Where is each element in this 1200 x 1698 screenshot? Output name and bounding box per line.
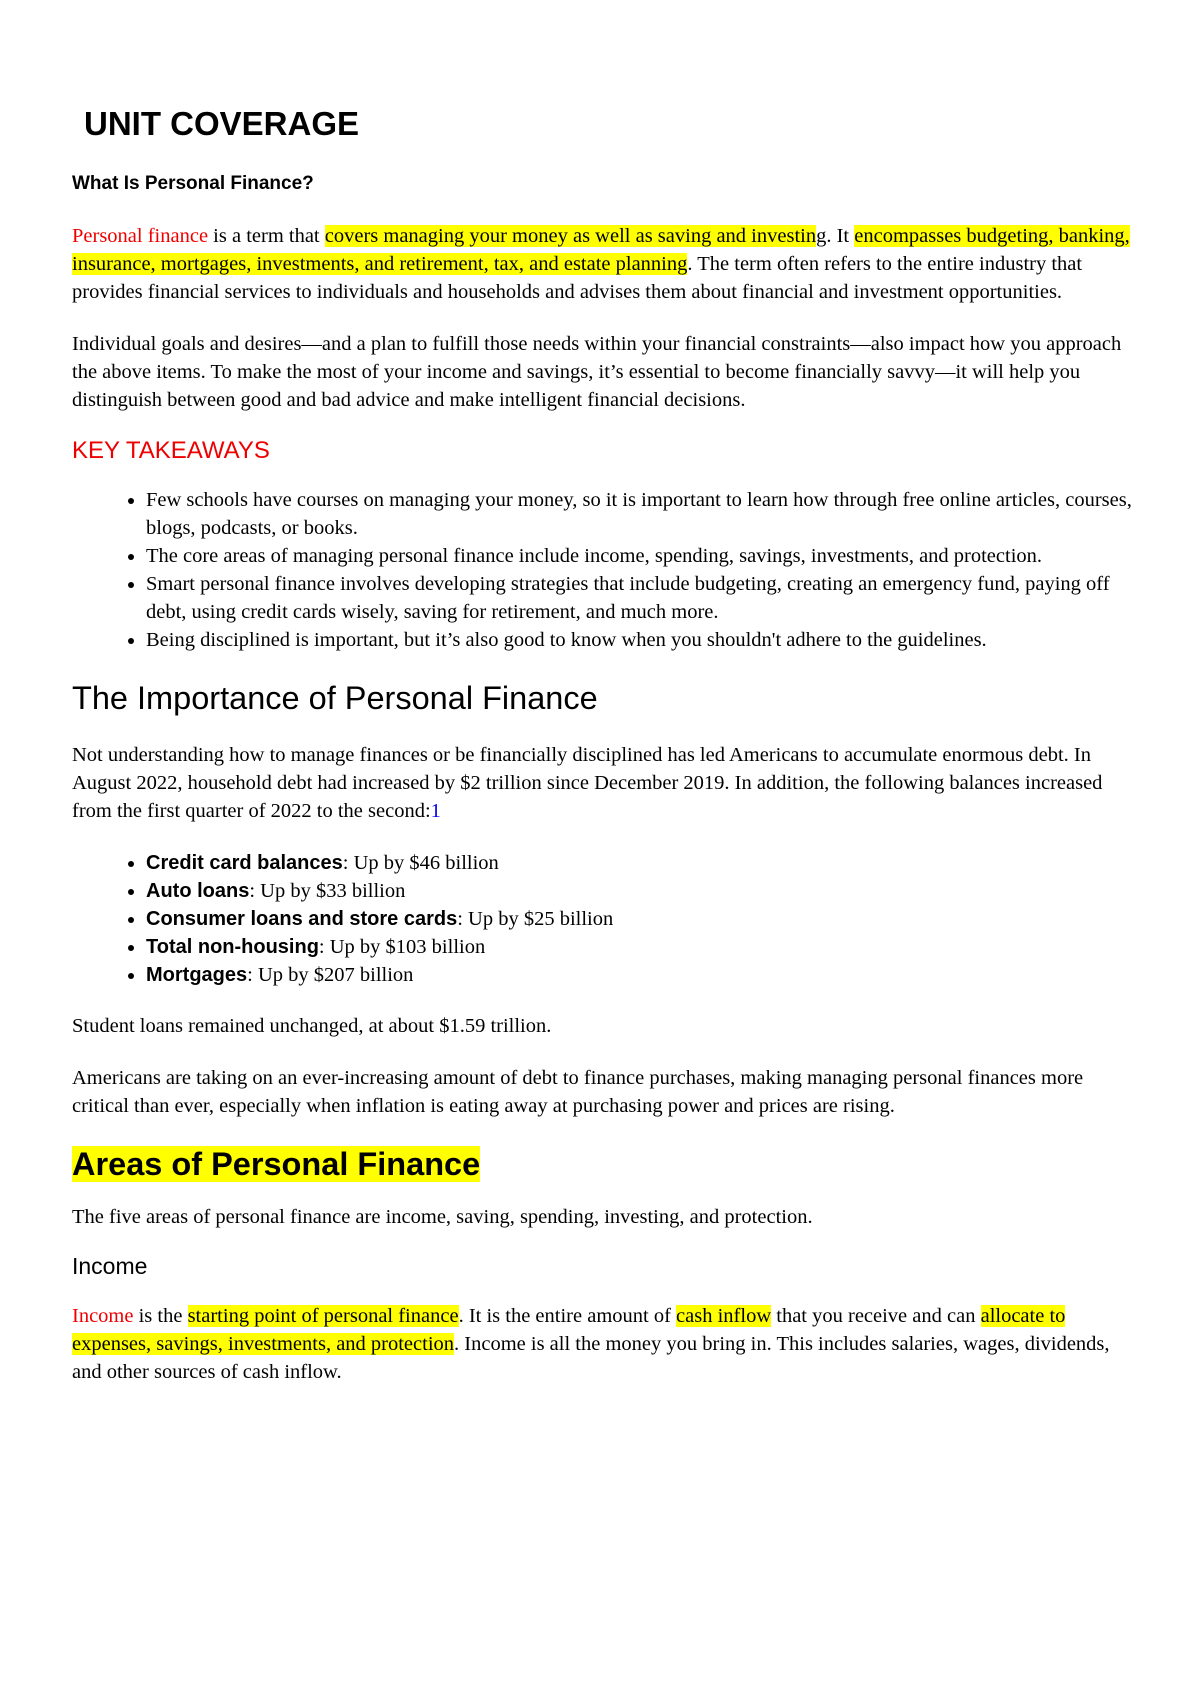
list-item: • Being disciplined is important, but it’s also good to know when you shouldn't adhere to the guidelines. xyxy=(146,626,1140,654)
term-personal-finance: Personal finance xyxy=(72,224,209,247)
areas-heading: Areas of Personal Finance xyxy=(72,1145,481,1182)
list-item: • Few schools have courses on managing your money, so it is important to learn how through free online articles, courses, blogs, podcasts, or books. xyxy=(146,486,1140,542)
section-subhead: What Is Personal Finance? xyxy=(72,172,314,194)
term-income: Income xyxy=(72,1304,134,1327)
page-title: UNIT COVERAGE xyxy=(84,105,360,142)
list-item: • Auto loans: Up by $33 billion xyxy=(146,877,1140,905)
intro-paragraph: Personal finance is a term that covers managing your money as well as saving and investing. It encompasses budgeting, banking, insurance, mortgages, investments, and retirement, tax, and estate planning. The term often refers to the entire industry that provides financial services to individuals and households and advises them about financial and investment opportunities. xyxy=(72,224,1130,303)
highlight-text: covers managing your money as well as saving and investin xyxy=(324,224,817,247)
importance-heading: The Importance of Personal Finance xyxy=(72,679,598,716)
income-paragraph: Income is the starting point of personal finance. It is the entire amount of cash inflow that you receive and can allocate to expenses, savings, investments, and protection. Income is all the money you bring in. This includes salaries, wages, dividends, and other sources of cash inflow. xyxy=(72,1304,1110,1383)
highlight-text: cash inflow xyxy=(676,1304,772,1327)
debt-paragraph: Americans are taking on an ever-increasing amount of debt to finance purchases, making managing personal finances more critical than ever, especially when inflation is eating away at purchasing power and prices are rising. xyxy=(72,1066,1084,1117)
highlight-text: encompasses budgeting, banking, insurance, mortgages, investments, and retirement, tax, and estate planning xyxy=(72,224,1130,275)
areas-paragraph: The five areas of personal finance are income, saving, spending, investing, and protection. xyxy=(72,1205,813,1228)
list-item: • Smart personal finance involves developing strategies that include budgeting, creating an emergency fund, paying off debt, using credit cards wisely, saving for retirement, and much more. xyxy=(146,570,1140,626)
footnote-link[interactable]: 1 xyxy=(430,799,441,822)
importance-paragraph: Not understanding how to manage finances or be financially disciplined has led Americans to accumulate enormous debt. In August 2022, household debt had increased by $2 trillion since December 2019. In addition, the following balances increased from the first quarter of 2022 to the second:1 xyxy=(72,743,1103,822)
student-loans-paragraph: Student loans remained unchanged, at about $1.59 trillion. xyxy=(72,1014,552,1037)
income-heading: Income xyxy=(72,1252,148,1279)
list-item: • Credit card balances: Up by $46 billion xyxy=(146,849,1140,877)
list-item: • Total non-housing: Up by $103 billion xyxy=(146,933,1140,961)
balances-list xyxy=(72,849,1140,989)
list-item: • Consumer loans and store cards: Up by $25 billion xyxy=(146,905,1140,933)
goals-paragraph: Individual goals and desires—and a plan to fulfill those needs within your financial constraints—also impact how you approach the above items. To make the most of your income and savings, it’s essential to become financially savvy—it will help you distinguish between good and bad advice and make intelligent financial decisions. xyxy=(72,332,1122,411)
highlight-text: allocate to expenses, savings, investments, and protection xyxy=(72,1304,1066,1355)
key-takeaways-list xyxy=(72,486,1140,654)
list-item: • Mortgages: Up by $207 billion xyxy=(146,961,1140,989)
highlight-text: starting point of personal finance xyxy=(187,1304,459,1327)
key-takeaways-heading: KEY TAKEAWAYS xyxy=(72,436,270,464)
list-item: • The core areas of managing personal finance include income, spending, savings, investments, and protection. xyxy=(146,542,1140,570)
